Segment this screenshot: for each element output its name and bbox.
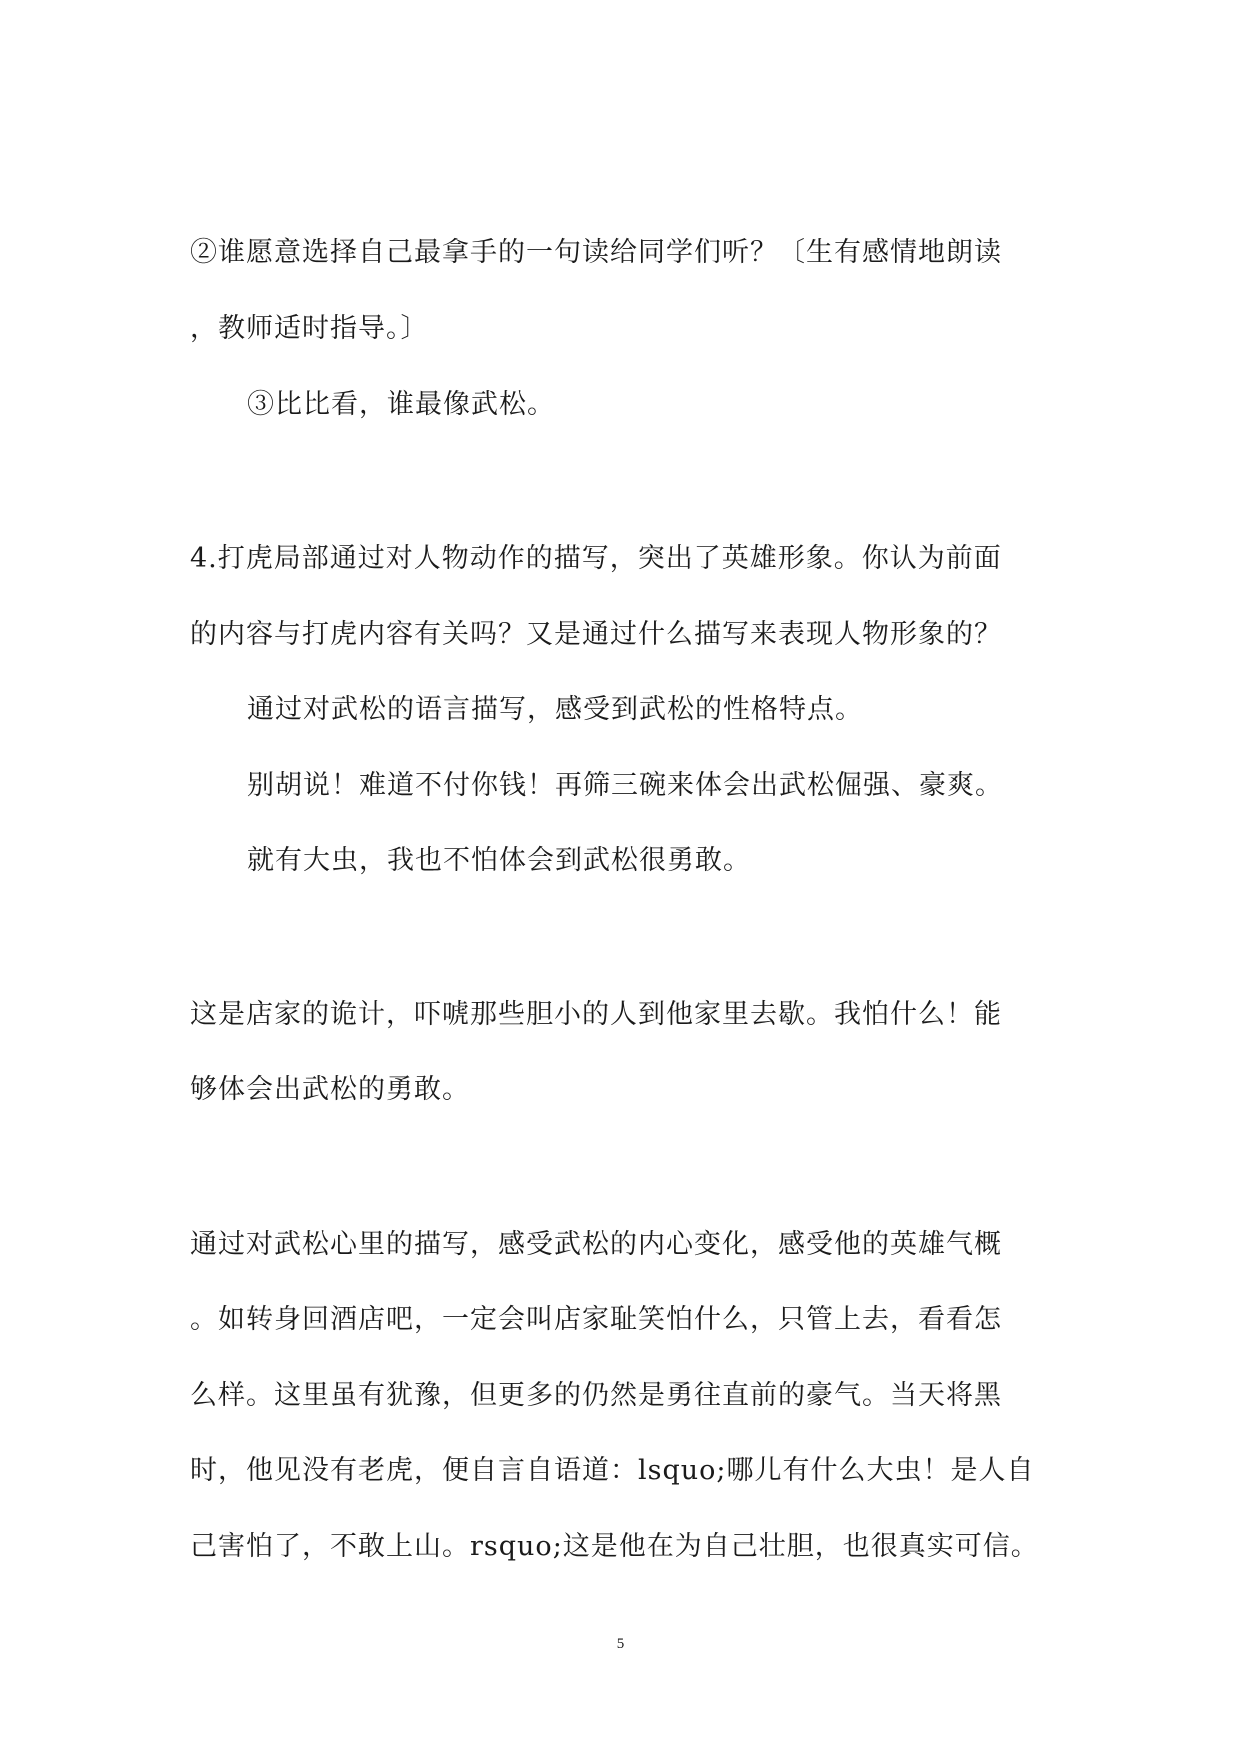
paragraph-line: 己害怕了，不敢上山。rsquo;这是他在为自己壮胆，也很真实可信。 [190,1531,1039,1562]
paragraph-line: ，教师适时指导。〕 [190,313,429,344]
paragraph-line: ②谁愿意选择自己最拿手的一句读给同学们听？〔生有感情地朗读 [190,237,1002,268]
paragraph-line: 够体会出武松的勇敢。 [190,1074,470,1105]
paragraph-line: 别胡说！难道不付你钱！再筛三碗来体会出武松倔强、豪爽。 [247,770,1003,801]
paragraph-line: 就有大虫，我也不怕体会到武松很勇敢。 [247,845,751,876]
paragraph-line: 。如转身回酒店吧，一定会叫店家耻笑怕什么，只管上去，看看怎 [190,1304,1002,1335]
paragraph-line: 这是店家的诡计，吓唬那些胆小的人到他家里去歇。我怕什么！能 [190,999,1002,1030]
page-number: 5 [616,1636,625,1652]
paragraph-line: 时，他见没有老虎，便自言自语道：lsquo;哪儿有什么大虫！是人自 [190,1455,1035,1486]
paragraph-line: 的内容与打虎内容有关吗？又是通过什么描写来表现人物形象的？ [190,619,1002,650]
paragraph-line: 通过对武松的语言描写，感受到武松的性格特点。 [247,694,863,725]
paragraph-line: 通过对武松心里的描写，感受武松的内心变化，感受他的英雄气概 [190,1229,1002,1260]
paragraph-line: ③比比看，谁最像武松。 [247,389,555,420]
paragraph-line: 么样。这里虽有犹豫，但更多的仍然是勇往直前的豪气。当天将黑 [190,1380,1002,1411]
paragraph-line: 4.打虎局部通过对人物动作的描写，突出了英雄形象。你认为前面 [190,543,1002,574]
